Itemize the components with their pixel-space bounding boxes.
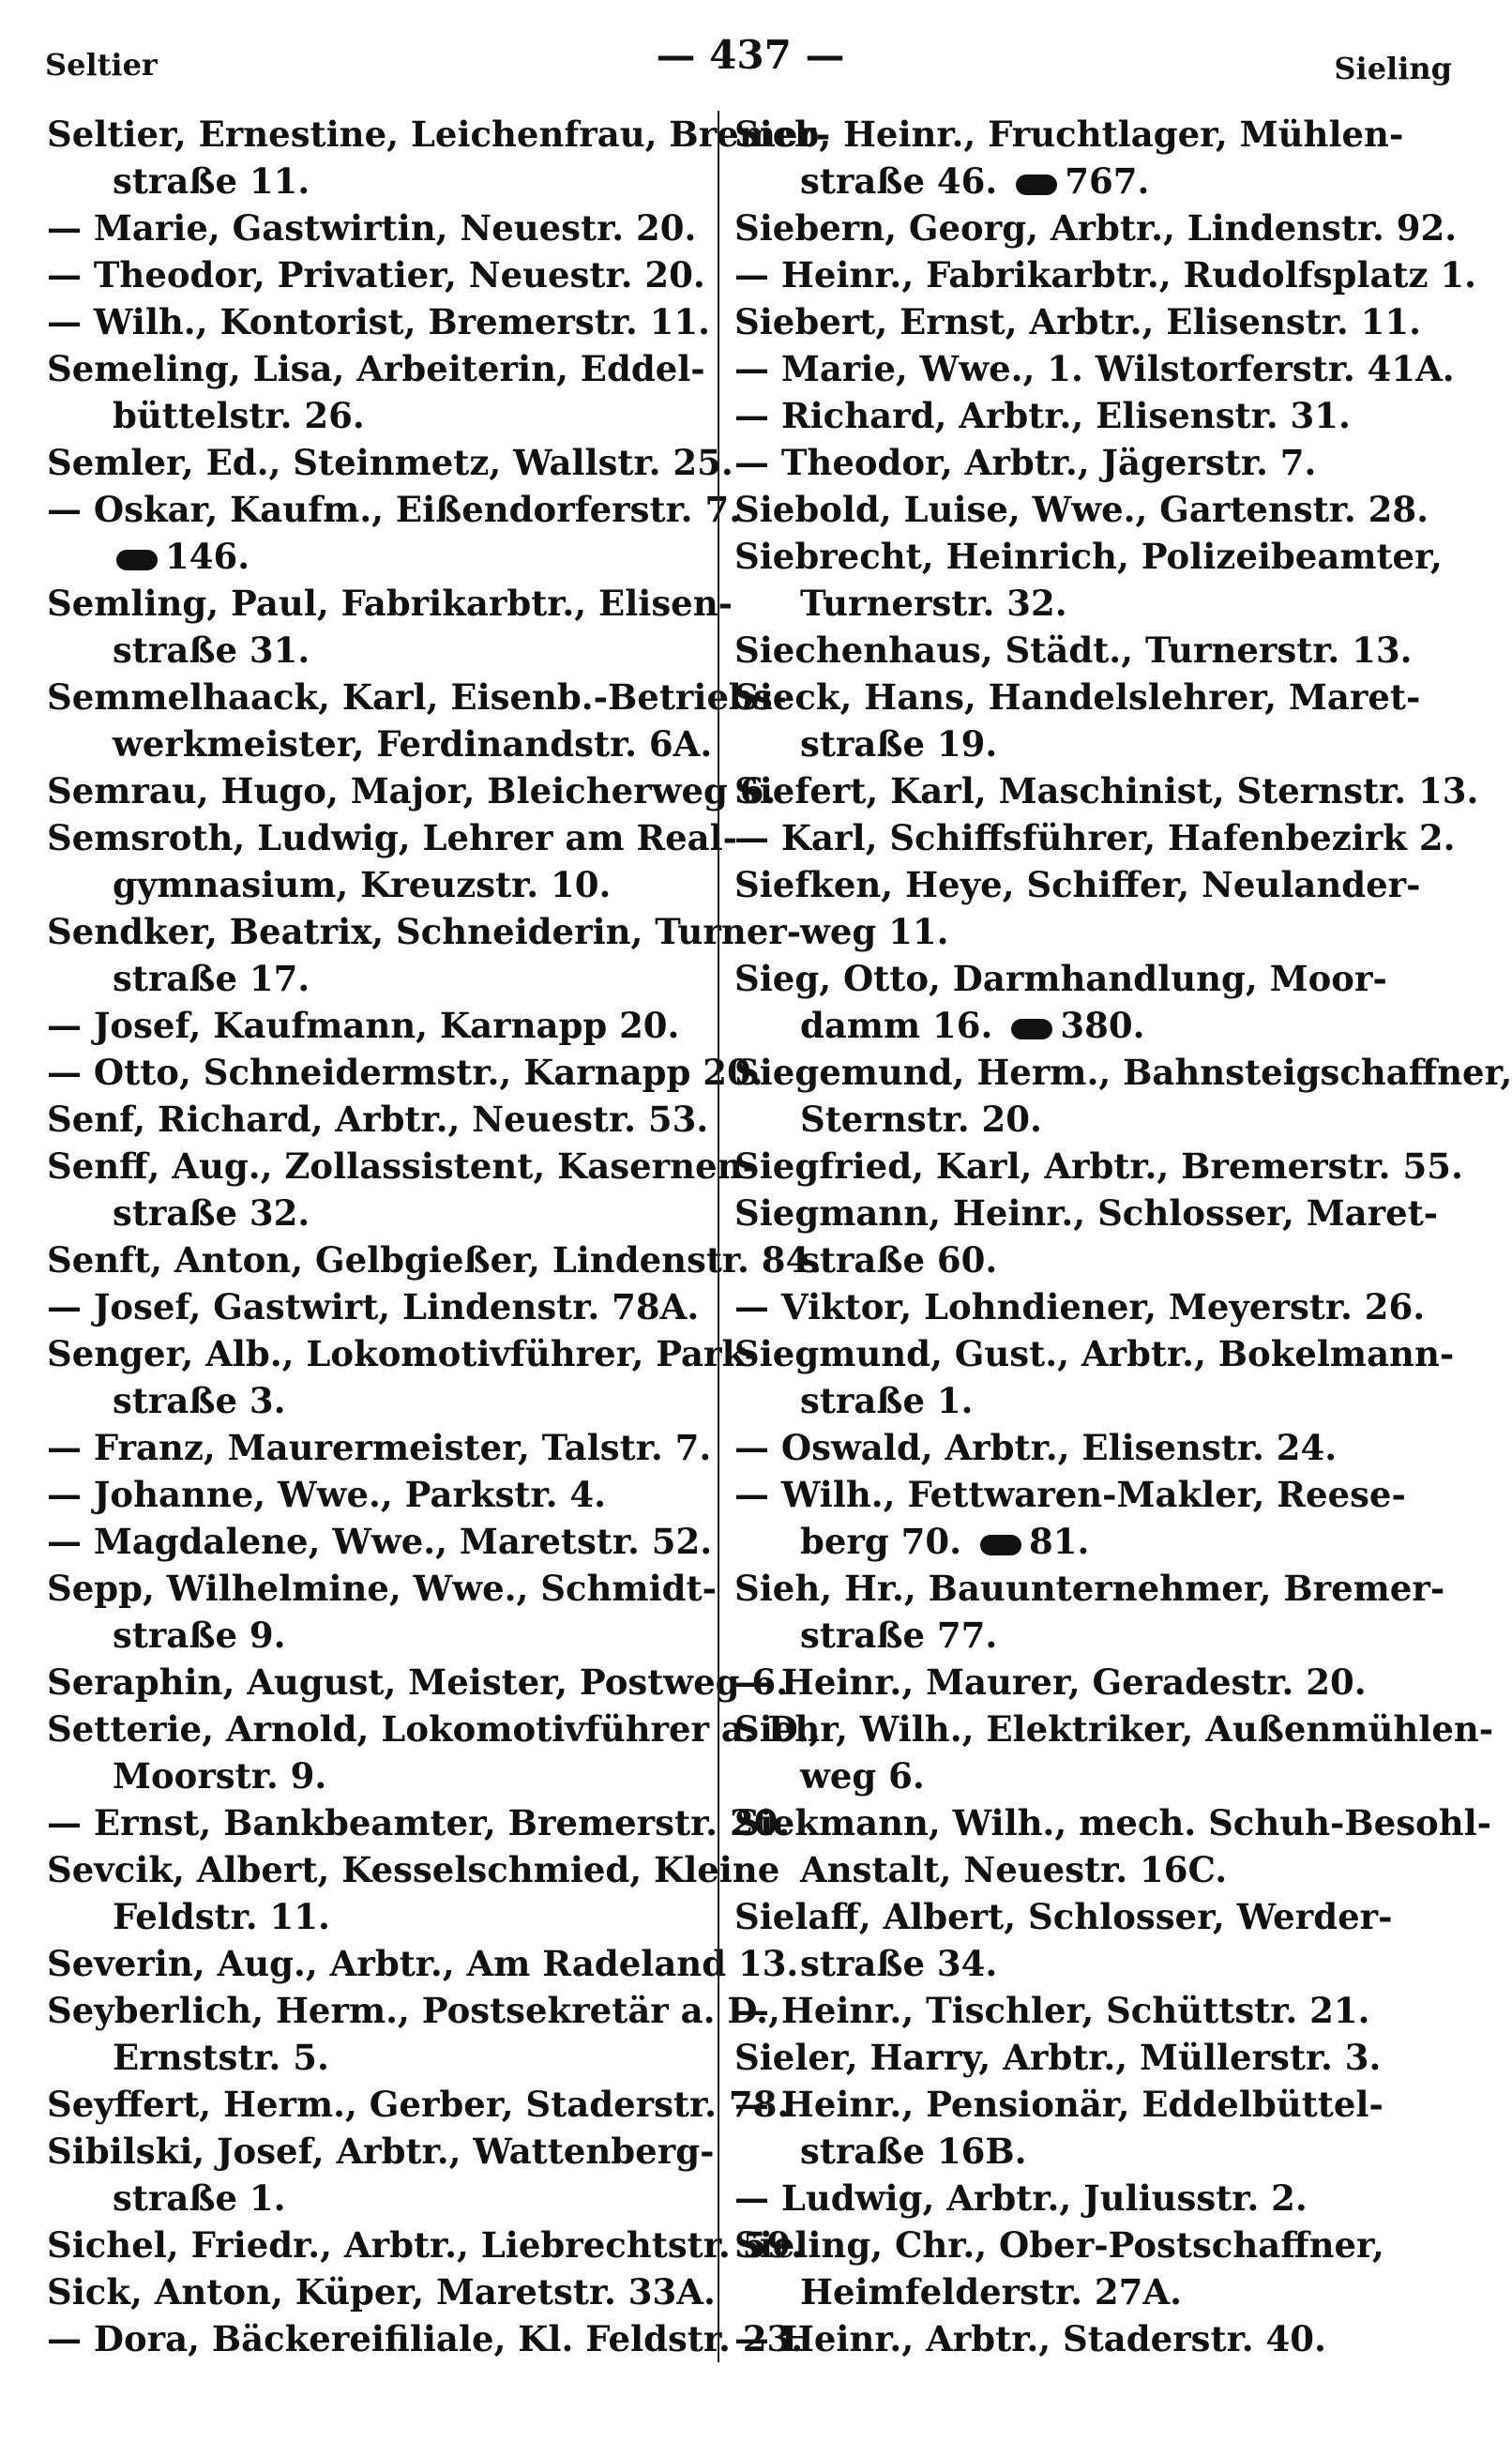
directory-entry xyxy=(734,1565,1445,1612)
directory-entry xyxy=(734,1283,1426,1330)
directory-entry xyxy=(47,1002,704,1049)
directory-entry-continuation xyxy=(47,955,704,1002)
entry-text: Anstalt, Neuestr. 16C. xyxy=(800,1849,1228,1890)
entry-text: Sevcik, Albert, Kesselschmied, Kleine xyxy=(47,1849,780,1890)
directory-entry-continuation xyxy=(47,2034,704,2081)
entry-text: — Josef, Gastwirt, Lindenstr. 78A. xyxy=(47,1286,700,1327)
telephone-icon xyxy=(980,1535,1021,1555)
directory-entry-continuation xyxy=(734,1002,1388,1049)
entry-text: Semmelhaack, Karl, Eisenb.-Betriebs- xyxy=(47,676,788,718)
directory-entry-continuation xyxy=(47,1893,704,1940)
telephone-icon xyxy=(116,550,158,570)
entry-text: Senff, Aug., Zollassistent, Kasernen- xyxy=(47,1145,757,1187)
directory-entry xyxy=(734,2034,1388,2081)
directory-entry xyxy=(47,251,704,298)
entry-text: Sieler, Harry, Arbtr., Müllerstr. 3. xyxy=(734,2037,1382,2078)
entry-text: — Ernst, Bankbeamter, Bremerstr. 20. xyxy=(47,1802,791,1843)
directory-entry xyxy=(734,111,1404,158)
directory-entry xyxy=(47,1096,709,1143)
entry-text: Siekmann, Wilh., mech. Schuh-Besohl- xyxy=(734,1802,1492,1843)
directory-entry xyxy=(47,1846,780,1893)
entry-text: Seraphin, August, Meister, Postweg 6. xyxy=(47,1661,789,1703)
entry-text: Heimfelderstr. 27A. xyxy=(800,2271,1182,2313)
entry-text: straße 11. xyxy=(113,160,310,202)
entry-text: Senf, Richard, Arbtr., Neuestr. 53. xyxy=(47,1099,709,1140)
entry-text: — Marie, Wwe., 1. Wilstorferstr. 41A. xyxy=(734,348,1455,389)
entry-text: — Dora, Bäckereifiliale, Kl. Feldstr. 23. xyxy=(47,2318,804,2359)
directory-entry xyxy=(734,298,1421,345)
directory-entry xyxy=(47,1236,823,1283)
directory-entry xyxy=(47,1518,713,1565)
entry-text: Siebert, Ernst, Arbtr., Elisenstr. 11. xyxy=(734,301,1421,342)
directory-entry xyxy=(47,767,777,814)
entry-text: Sieb, Heinr., Fruchtlager, Mühlen- xyxy=(734,114,1404,155)
directory-entry xyxy=(47,205,704,251)
entry-text: Sick, Anton, Küper, Maretstr. 33A. xyxy=(47,2271,716,2313)
entry-text: Semrau, Hugo, Major, Bleicherweg 6. xyxy=(47,770,777,811)
directory-entry xyxy=(47,1799,791,1846)
entry-text: Siebern, Georg, Arbtr., Lindenstr. 92. xyxy=(734,207,1458,249)
telephone-number: 767. xyxy=(1065,160,1150,202)
directory-entry xyxy=(47,2081,790,2128)
entry-text: — Viktor, Lohndiener, Meyerstr. 26. xyxy=(734,1286,1426,1327)
directory-entry xyxy=(47,1987,780,2034)
directory-entry-continuation xyxy=(734,580,1388,627)
entry-text: 146. xyxy=(165,536,250,577)
entry-text: Siechenhaus, Städt., Turnerstr. 13. xyxy=(734,629,1413,671)
directory-entry-continuation xyxy=(47,2175,704,2222)
entry-text: Seltier, Ernestine, Leichenfrau, Bremer- xyxy=(47,114,831,155)
entry-text: straße 60. xyxy=(800,1239,998,1281)
directory-entry xyxy=(47,1330,760,1377)
directory-entry xyxy=(47,674,788,720)
directory-entry-continuation xyxy=(47,533,704,580)
entry-text: Siegemund, Herm., Bahnsteigschaffner, xyxy=(734,1052,1512,1093)
directory-entry xyxy=(734,1659,1388,1706)
directory-entry xyxy=(734,767,1479,814)
entry-text: gymnasium, Kreuzstr. 10. xyxy=(113,864,612,905)
directory-entry xyxy=(47,1565,717,1612)
entry-text: straße 17. xyxy=(113,958,310,999)
directory-entry xyxy=(734,392,1388,439)
directory-entry xyxy=(734,345,1455,392)
directory-entry-continuation xyxy=(734,2268,1388,2315)
directory-entry xyxy=(47,1940,799,1987)
directory-entry xyxy=(734,1143,1463,1190)
entry-text: — Wilh., Fettwaren-Makler, Reese- xyxy=(734,1474,1406,1515)
entry-text: Setterie, Arnold, Lokomotivführer a. D., xyxy=(47,1708,822,1750)
entry-text: Semling, Paul, Fabrikarbtr., Elisen- xyxy=(47,583,733,624)
directory-entry xyxy=(734,1424,1388,1471)
entry-text: Siehr, Wilh., Elektriker, Außenmühlen- xyxy=(734,1708,1494,1750)
entry-text: — Magdalene, Wwe., Maretstr. 52. xyxy=(47,1521,713,1562)
directory-entry xyxy=(734,861,1421,908)
directory-entry-continuation xyxy=(734,720,1388,767)
directory-entry xyxy=(734,1190,1439,1236)
directory-entry xyxy=(734,251,1477,298)
entry-text: Sieck, Hans, Handelslehrer, Maret- xyxy=(734,676,1421,718)
directory-entry xyxy=(734,1471,1406,1518)
directory-entry-continuation xyxy=(47,1377,704,1424)
telephone-icon xyxy=(1011,1019,1052,1039)
entry-text: — Heinr., Tischler, Schüttstr. 21. xyxy=(734,1990,1370,2031)
entry-text: straße 46. xyxy=(800,160,998,202)
directory-entry-continuation xyxy=(734,1096,1388,1143)
directory-entry xyxy=(47,439,733,486)
entry-text: Siegfried, Karl, Arbtr., Bremerstr. 55. xyxy=(734,1145,1463,1187)
entry-text: straße 9. xyxy=(113,1615,286,1656)
directory-entry xyxy=(47,2315,804,2362)
telephone-icon xyxy=(1016,174,1057,195)
directory-entry-continuation xyxy=(734,1612,1388,1659)
entry-text: — Theodor, Privatier, Neuestr. 20. xyxy=(47,254,705,296)
directory-entry xyxy=(734,1706,1494,1752)
entry-text: Sibilski, Josef, Arbtr., Wattenberg- xyxy=(47,2131,715,2172)
directory-entry-continuation xyxy=(734,1236,1388,1283)
entry-text: — Richard, Arbtr., Elisenstr. 31. xyxy=(734,395,1351,436)
entry-text: Senft, Anton, Gelbgießer, Lindenstr. 84. xyxy=(47,1239,823,1281)
entry-text: — Ludwig, Arbtr., Juliusstr. 2. xyxy=(734,2177,1308,2219)
directory-entry xyxy=(734,533,1443,580)
header-right-keyword: Sieling xyxy=(1334,51,1452,86)
directory-entry xyxy=(734,1893,1393,1940)
entry-text: Ernststr. 5. xyxy=(113,2037,329,2078)
directory-entry xyxy=(47,345,704,392)
entry-text: — Josef, Kaufmann, Karnapp 20. xyxy=(47,1005,680,1046)
directory-entry xyxy=(734,627,1413,674)
entry-text: — Johanne, Wwe., Parkstr. 4. xyxy=(47,1474,606,1515)
directory-entry xyxy=(47,1049,764,1096)
entry-text: straße 32. xyxy=(113,1192,310,1234)
directory-entry xyxy=(47,1471,704,1518)
entry-text: Severin, Aug., Arbtr., Am Radeland 13. xyxy=(47,1943,799,1984)
directory-entry xyxy=(47,1424,712,1471)
page-number: — 437 — xyxy=(656,32,845,78)
entry-text: Sendker, Beatrix, Schneiderin, Turner- xyxy=(47,911,802,952)
directory-entry xyxy=(47,1659,789,1706)
entry-text: — Karl, Schiffsführer, Hafenbezirk 2. xyxy=(734,817,1456,858)
directory-entry xyxy=(734,2222,1388,2268)
entry-text: Sieg, Otto, Darmhandlung, Moor- xyxy=(734,958,1387,999)
directory-entry-continuation xyxy=(734,1846,1388,1893)
entry-text: Semsroth, Ludwig, Lehrer am Real- xyxy=(47,817,738,858)
entry-text: straße 34. xyxy=(800,1943,998,1984)
directory-entry-continuation xyxy=(47,627,704,674)
right-column xyxy=(718,111,1512,2362)
entry-text: straße 77. xyxy=(800,1615,998,1656)
left-column xyxy=(47,111,831,2362)
entry-text: Siebrecht, Heinrich, Polizeibeamter, xyxy=(734,536,1443,577)
entry-text: — Oskar, Kaufm., Eißendorferstr. 7. xyxy=(47,489,742,530)
directory-entry xyxy=(734,674,1421,720)
entry-text: Semler, Ed., Steinmetz, Wallstr. 25. xyxy=(47,442,733,483)
entry-text: — Heinr., Maurer, Geradestr. 20. xyxy=(734,1661,1367,1703)
entry-text: — Heinr., Fabrikarbtr., Rudolfsplatz 1. xyxy=(734,254,1477,296)
directory-entry xyxy=(47,111,831,158)
directory-entry xyxy=(734,2081,1388,2128)
directory-entry xyxy=(734,955,1388,1002)
entry-text: Sepp, Wilhelmine, Wwe., Schmidt- xyxy=(47,1568,717,1609)
directory-entry-continuation xyxy=(47,1752,704,1799)
entry-text: — Heinr., Arbtr., Staderstr. 40. xyxy=(734,2318,1326,2359)
entry-text: — Oswald, Arbtr., Elisenstr. 24. xyxy=(734,1427,1338,1468)
entry-text: Siebold, Luise, Wwe., Gartenstr. 28. xyxy=(734,489,1429,530)
entry-text: Sternstr. 20. xyxy=(800,1099,1042,1140)
directory-entry xyxy=(47,1706,822,1752)
directory-entry-continuation xyxy=(734,1518,1388,1565)
directory-entry xyxy=(734,1330,1455,1377)
entry-text: straße 19. xyxy=(800,723,998,765)
directory-entry xyxy=(734,1799,1492,1846)
directory-entry xyxy=(734,2315,1388,2362)
entry-text: Siegmann, Heinr., Schlosser, Maret- xyxy=(734,1192,1439,1234)
telephone-number: 81. xyxy=(1029,1521,1090,1562)
entry-text: straße 3. xyxy=(113,1380,286,1421)
directory-entry-continuation xyxy=(47,861,704,908)
entry-text: straße 31. xyxy=(113,629,310,671)
entry-text: Semeling, Lisa, Arbeiterin, Eddel- xyxy=(47,348,705,389)
entry-text: — Heinr., Pensionär, Eddelbüttel- xyxy=(734,2084,1383,2125)
entry-text: Moorstr. 9. xyxy=(113,1755,327,1797)
entry-text: werkmeister, Ferdinandstr. 6A. xyxy=(113,723,713,765)
directory-entry xyxy=(734,439,1388,486)
directory-columns xyxy=(47,111,1512,2362)
directory-entry xyxy=(47,908,802,955)
directory-entry xyxy=(47,814,738,861)
entry-text: — Franz, Maurermeister, Talstr. 7. xyxy=(47,1427,712,1468)
entry-text: straße 16B. xyxy=(800,2131,1027,2172)
directory-entry xyxy=(734,205,1458,251)
directory-entry-continuation xyxy=(47,1612,704,1659)
directory-entry-continuation xyxy=(734,1752,1388,1799)
directory-entry-continuation xyxy=(734,158,1388,205)
directory-entry xyxy=(47,1143,757,1190)
entry-text: Seyberlich, Herm., Postsekretär a. D., xyxy=(47,1990,780,2031)
directory-entry-continuation xyxy=(47,720,713,767)
entry-text: Senger, Alb., Lokomotivführer, Park- xyxy=(47,1333,760,1374)
directory-entry xyxy=(47,2128,715,2175)
entry-text: — Marie, Gastwirtin, Neuestr. 20. xyxy=(47,207,697,249)
directory-entry xyxy=(47,2222,803,2268)
directory-entry xyxy=(734,486,1429,533)
entry-text: damm 16. xyxy=(800,1005,993,1046)
directory-entry xyxy=(734,1987,1388,2034)
directory-entry-continuation xyxy=(734,1940,1388,1987)
entry-text: Siefken, Heye, Schiffer, Neulander- xyxy=(734,864,1421,905)
directory-entry-continuation xyxy=(47,392,704,439)
directory-entry-continuation xyxy=(47,1190,704,1236)
entry-text: weg 6. xyxy=(800,1755,925,1797)
entry-text: Seyffert, Herm., Gerber, Staderstr. 78. xyxy=(47,2084,790,2125)
entry-text: Sieling, Chr., Ober-Postschaffner, xyxy=(734,2224,1384,2266)
directory-entry xyxy=(734,814,1456,861)
directory-entry xyxy=(47,2268,716,2315)
entry-text: Sichel, Friedr., Arbtr., Liebrechtstr. 59. xyxy=(47,2224,803,2266)
header-left-keyword: Seltier xyxy=(45,47,158,83)
entry-text: Siefert, Karl, Maschinist, Sternstr. 13. xyxy=(734,770,1479,811)
directory-entry xyxy=(734,1049,1512,1096)
telephone-number: 380. xyxy=(1060,1005,1145,1046)
directory-entry xyxy=(47,486,742,533)
entry-text: Sielaff, Albert, Schlosser, Werder- xyxy=(734,1896,1393,1937)
page-header xyxy=(38,19,1463,86)
directory-entry xyxy=(734,2175,1388,2222)
entry-text: — Otto, Schneidermstr., Karnapp 20. xyxy=(47,1052,764,1093)
directory-entry-continuation xyxy=(734,2128,1388,2175)
directory-entry-continuation xyxy=(734,1377,1388,1424)
directory-entry xyxy=(47,298,711,345)
entry-text: Sieh, Hr., Bauunternehmer, Bremer- xyxy=(734,1568,1445,1609)
directory-entry-continuation xyxy=(734,908,1388,955)
entry-text: weg 11. xyxy=(800,911,949,952)
directory-entry xyxy=(47,580,733,627)
entry-text: Siegmund, Gust., Arbtr., Bokelmann- xyxy=(734,1333,1455,1374)
entry-text: straße 1. xyxy=(800,1380,974,1421)
directory-entry-continuation xyxy=(47,158,704,205)
entry-text: berg 70. xyxy=(800,1521,962,1562)
directory-entry xyxy=(47,1283,704,1330)
entry-text: — Wilh., Kontorist, Bremerstr. 11. xyxy=(47,301,711,342)
entry-text: straße 1. xyxy=(113,2177,286,2219)
entry-text: Feldstr. 11. xyxy=(113,1896,330,1937)
entry-text: — Theodor, Arbtr., Jägerstr. 7. xyxy=(734,442,1317,483)
entry-text: Turnerstr. 32. xyxy=(800,583,1067,624)
entry-text: büttelstr. 26. xyxy=(113,395,365,436)
